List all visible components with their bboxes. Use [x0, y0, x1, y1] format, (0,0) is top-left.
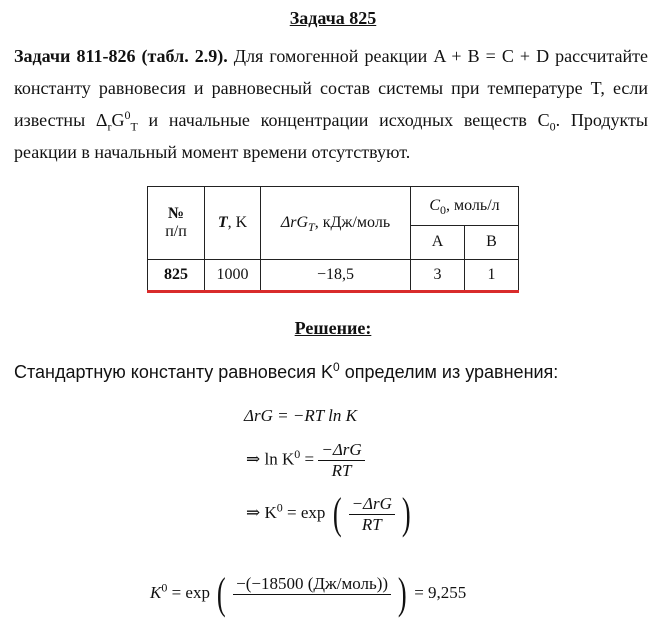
- header-c0: $C_0$, моль/л: [411, 187, 519, 226]
- equation-3-fraction: $\frac{\text{−ΔrG}}{RT}$: [349, 494, 395, 535]
- data-table: [147, 186, 519, 293]
- problem-title: Задача 825: [289, 8, 377, 28]
- header-a: A: [411, 225, 465, 259]
- header-b: B: [465, 225, 519, 259]
- header-temperature: T, K: [205, 187, 261, 260]
- cell-delta-g: −18,5: [261, 260, 411, 292]
- header-delta-g: ΔrG$_T$, кДж/моль: [261, 187, 411, 260]
- solution-intro: Стандартную константу равновесия $K^0$ определим из уравнения:: [14, 360, 559, 382]
- equation-1: ΔrG = −RT ln K: [244, 406, 357, 425]
- equation-4: $K^0 = \exp$ ( −(−18500 (Дж/моль)) ) = 9,255: [150, 569, 467, 618]
- equation-2: ⇒ $\ln K^0$ = $\frac{\text{−ΔrG}}{RT}$: [246, 440, 365, 481]
- equation-3: ⇒ $K^0 = \exp$ ( $\frac{\text{−ΔrG}}{RT}$ ): [246, 489, 411, 538]
- problem-statement: Задачи 811-826 (табл. 2.9). Для гомогенной реакции A + B = C + D рассчитайте константу равновесия и равновесный состав системы при температуре T, если известны $\Delta_rG^0_T$ и начальные концентрации исходных веществ $C_0$. Продукты реакции в начальный момент времени отсутствуют.: [14, 46, 648, 162]
- cell-temperature: 1000: [205, 260, 261, 292]
- solution-heading: Решение:: [294, 318, 372, 338]
- cell-a: 3: [411, 260, 465, 292]
- equation-4-fraction: −(−18500 (Дж/моль)): [233, 574, 391, 615]
- header-number: № п/п: [148, 187, 205, 260]
- equation-2-fraction: $\frac{\text{−ΔrG}}{RT}$: [318, 440, 364, 481]
- cell-b: 1: [465, 260, 519, 292]
- problem-label: Задачи 811-826 (табл. 2.9).: [14, 46, 228, 66]
- cell-number: 825: [148, 260, 205, 292]
